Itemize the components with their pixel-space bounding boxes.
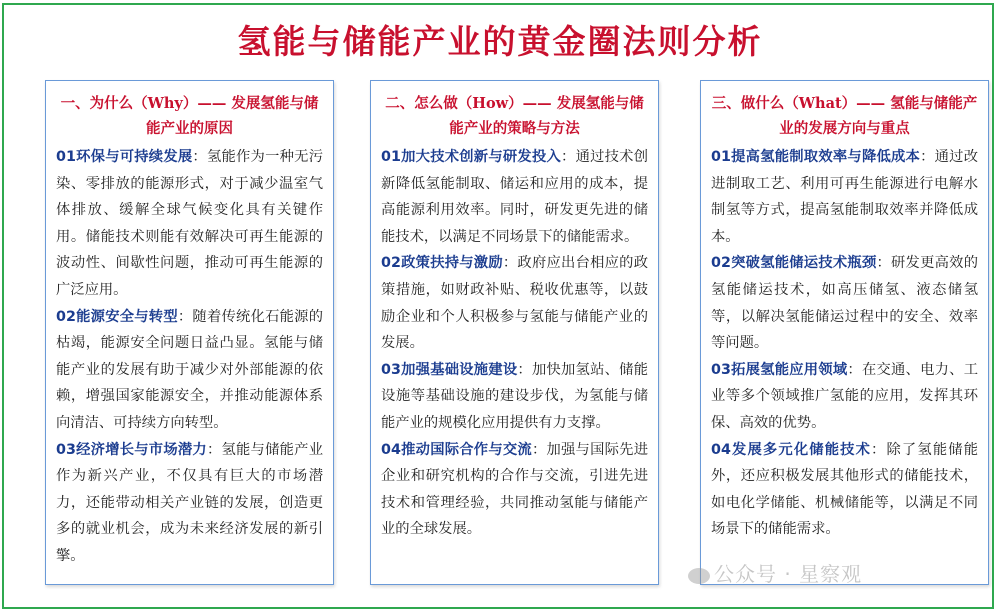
item-heading: 03拓展氢能应用领域 <box>711 361 848 378</box>
list-item <box>711 357 978 437</box>
item-heading: 04推动国际合作与交流 <box>381 441 532 458</box>
item-body: ：在交通、电力、工业等多个领域推广氢能的应用，发挥其环保、高效的优势。 <box>711 361 978 431</box>
list-item <box>381 250 648 356</box>
item-body: ：政府应出台相应的政策措施，如财政补贴、税收优惠等，以鼓励企业和个人积极参与氢能与储能产业的发展。 <box>381 255 649 352</box>
page-title: 氢能与储能产业的黄金圈法则分析 <box>237 22 763 61</box>
wechat-icon <box>688 568 710 584</box>
list-item <box>381 144 648 250</box>
watermark-text: 公众号 · 星察观 <box>714 562 863 586</box>
item-body: ：加快加氢站、储能设施等基础设施的建设步伐，为氢能与储能产业的规模化应用提供有力支撑。 <box>381 361 648 431</box>
item-body: ：通过改进制取工艺、利用可再生能源进行电解水制氢等方式，提高氢能制取效率并降低成本。 <box>711 149 978 245</box>
list-item <box>711 144 978 250</box>
list-item <box>56 304 323 437</box>
list-item <box>711 250 978 356</box>
column-heading: 二、怎么做（How）—— 发展氢能与储能产业的策略与方法 <box>385 95 644 137</box>
column-what <box>700 80 989 585</box>
list-item <box>381 437 648 543</box>
item-heading: 02政策扶持与激励 <box>381 255 503 272</box>
watermark <box>688 558 862 587</box>
item-heading: 03经济增长与市场潜力 <box>56 441 207 458</box>
item-body: ：通过技术创新降低氢能制取、储运和应用的成本，提高能源利用效率。同时，研发更先进的储能技术，以满足不同场景下的储能需求。 <box>381 149 649 245</box>
list-item <box>56 437 323 570</box>
item-heading: 01加大技术创新与研发投入 <box>381 149 562 165</box>
item-body: ：氢能与储能产业作为新兴产业，不仅具有巨大的市场潜力，还能带动相关产业链的发展，创造更多的就业机会，成为未来经济发展的新引擎。 <box>56 441 323 564</box>
item-heading: 03加强基础设施建设 <box>381 361 518 378</box>
item-heading: 02能源安全与转型 <box>56 308 178 325</box>
list-item <box>56 144 323 304</box>
item-body: ：研发更高效的氢能储运技术，如高压储氢、液态储氢等，以解决氢能储运过程中的安全、效率等问题。 <box>711 255 978 352</box>
list-item <box>711 437 978 543</box>
item-heading: 02突破氢能储运技术瓶颈 <box>711 255 877 272</box>
column-how <box>370 80 659 585</box>
item-heading: 01提高氢能制取效率与降低成本 <box>711 149 921 165</box>
item-body: ：除了氢能储能外，还应积极发展其他形式的储能技术，如电化学储能、机械储能等，以满足不同场景下的储能需求。 <box>711 441 979 538</box>
column-heading: 三、做什么（What）—— 氢能与储能产业的发展方向与重点 <box>711 95 978 137</box>
list-item <box>381 357 648 437</box>
item-heading: 04发展多元化储能技术 <box>711 441 872 458</box>
item-body: ：随着传统化石能源的枯竭，能源安全问题日益凸显。氢能与储能产业的发展有助于减少对外部能源的依赖，增强国家能源安全，并推动能源体系向清洁、可持续方向转型。 <box>56 308 324 431</box>
item-body: ：加强与国际先进企业和研究机构的合作与交流，引进先进技术和管理经验，共同推动氢能与储能产业的全球发展。 <box>381 441 648 538</box>
item-heading: 01环保与可持续发展 <box>56 149 193 165</box>
column-why <box>45 80 334 585</box>
item-body: ：氢能作为一种无污染、零排放的能源形式，对于减少温室气体排放、缓解全球气候变化具有关键作用。储能技术则能有效解决可再生能源的波动性、间歇性问题，推动可再生能源的广泛应用。 <box>56 149 323 298</box>
column-heading: 一、为什么（Why）—— 发展氢能与储能产业的原因 <box>60 95 319 137</box>
